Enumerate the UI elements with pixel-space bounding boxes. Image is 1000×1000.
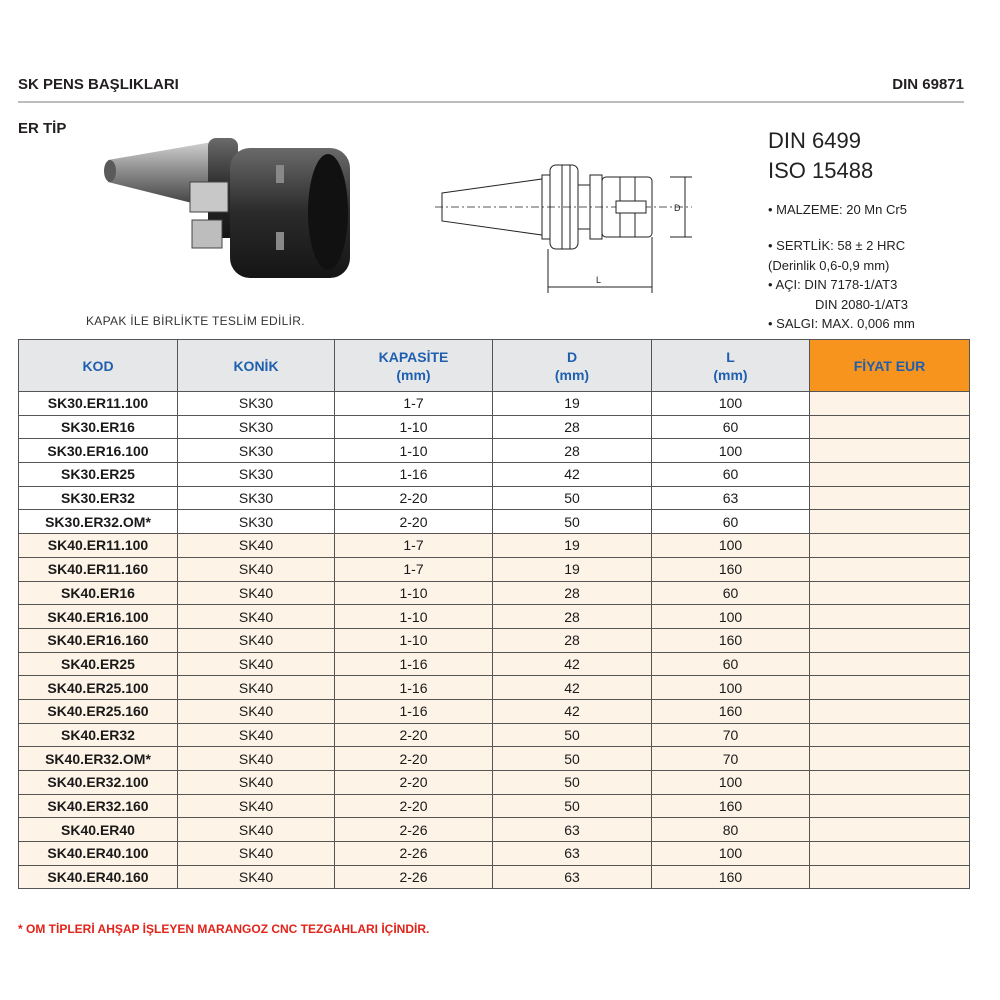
table-row xyxy=(19,794,970,818)
table-row xyxy=(19,723,970,747)
delivery-note: KAPAK İLE BİRLİKTE TESLİM EDİLİR. xyxy=(86,314,305,328)
dimension-l-label: L xyxy=(596,275,602,285)
spec-material: • MALZEME: 20 Mn Cr5 xyxy=(768,202,907,217)
cell-kapasite: 2-26 xyxy=(335,842,493,866)
cell-kod: SK40.ER16.100 xyxy=(19,605,178,629)
cell-d: 28 xyxy=(493,415,652,439)
cell-kapasite: 1-10 xyxy=(335,581,493,605)
cell-fiyat[interactable] xyxy=(810,628,970,652)
cell-fiyat[interactable] xyxy=(810,652,970,676)
cell-fiyat[interactable] xyxy=(810,581,970,605)
cell-fiyat[interactable] xyxy=(810,534,970,558)
cell-kapasite: 1-7 xyxy=(335,557,493,581)
dimension-d-label: D xyxy=(674,203,681,213)
cell-l: 60 xyxy=(652,652,810,676)
cell-konik: SK30 xyxy=(178,463,335,487)
header-fiyat: FİYAT EUR xyxy=(810,340,970,392)
cell-fiyat[interactable] xyxy=(810,818,970,842)
cell-kapasite: 1-10 xyxy=(335,605,493,629)
spec-hardness: • SERTLİK: 58 ± 2 HRC xyxy=(768,238,906,253)
cell-kod: SK40.ER16.160 xyxy=(19,628,178,652)
cell-d: 19 xyxy=(493,392,652,416)
cell-fiyat[interactable] xyxy=(810,723,970,747)
cell-kod: SK30.ER16.100 xyxy=(19,439,178,463)
cell-l: 100 xyxy=(652,771,810,795)
spec-depth: (Derinlik 0,6-0,9 mm) xyxy=(768,258,890,273)
spec-angle: • AÇI: DIN 7178-1/AT3 xyxy=(768,277,898,292)
cell-d: 63 xyxy=(493,865,652,889)
table-row xyxy=(19,415,970,439)
cell-d: 19 xyxy=(493,534,652,558)
cell-konik: SK40 xyxy=(178,652,335,676)
table-row xyxy=(19,557,970,581)
cell-d: 50 xyxy=(493,771,652,795)
cell-kod: SK40.ER40.100 xyxy=(19,842,178,866)
table-header-row xyxy=(19,340,970,392)
cell-konik: SK40 xyxy=(178,534,335,558)
cell-l: 160 xyxy=(652,794,810,818)
cell-kod: SK40.ER16 xyxy=(19,581,178,605)
cell-kod: SK40.ER32 xyxy=(19,723,178,747)
table-row xyxy=(19,676,970,700)
cell-kod: SK30.ER32.OM* xyxy=(19,510,178,534)
cell-konik: SK40 xyxy=(178,818,335,842)
cell-konik: SK30 xyxy=(178,415,335,439)
cell-l: 100 xyxy=(652,676,810,700)
standard-iso: ISO 15488 xyxy=(768,158,874,183)
cell-kod: SK40.ER25 xyxy=(19,652,178,676)
cell-konik: SK40 xyxy=(178,676,335,700)
header-l: L (mm) xyxy=(652,340,810,392)
table-row xyxy=(19,392,970,416)
cell-konik: SK40 xyxy=(178,699,335,723)
cell-kapasite: 1-16 xyxy=(335,676,493,700)
cell-l: 100 xyxy=(652,842,810,866)
cell-l: 80 xyxy=(652,818,810,842)
cell-fiyat[interactable] xyxy=(810,463,970,487)
cell-kapasite: 2-20 xyxy=(335,771,493,795)
cell-l: 100 xyxy=(652,392,810,416)
table-row xyxy=(19,486,970,510)
product-photo xyxy=(100,120,350,290)
cell-fiyat[interactable] xyxy=(810,605,970,629)
cell-konik: SK40 xyxy=(178,794,335,818)
cell-kod: SK40.ER40.160 xyxy=(19,865,178,889)
cell-konik: SK40 xyxy=(178,747,335,771)
cell-d: 50 xyxy=(493,794,652,818)
cell-l: 60 xyxy=(652,463,810,487)
cell-kod: SK40.ER32.OM* xyxy=(19,747,178,771)
header-kod: KOD xyxy=(19,340,178,392)
table-row xyxy=(19,534,970,558)
cell-kapasite: 1-7 xyxy=(335,392,493,416)
cell-d: 42 xyxy=(493,463,652,487)
cell-l: 160 xyxy=(652,628,810,652)
cell-kod: SK40.ER40 xyxy=(19,818,178,842)
cell-d: 63 xyxy=(493,818,652,842)
section-subtitle: ER TİP xyxy=(18,120,67,137)
cell-konik: SK40 xyxy=(178,581,335,605)
cell-konik: SK40 xyxy=(178,605,335,629)
table-row xyxy=(19,842,970,866)
table-row xyxy=(19,771,970,795)
cell-l: 100 xyxy=(652,534,810,558)
cell-d: 28 xyxy=(493,439,652,463)
cell-kod: SK40.ER11.100 xyxy=(19,534,178,558)
table-row xyxy=(19,463,970,487)
cell-konik: SK40 xyxy=(178,723,335,747)
table-row xyxy=(19,628,970,652)
cell-kod: SK40.ER32.160 xyxy=(19,794,178,818)
cell-konik: SK30 xyxy=(178,486,335,510)
cell-d: 63 xyxy=(493,842,652,866)
header-d: D (mm) xyxy=(493,340,652,392)
cell-konik: SK40 xyxy=(178,557,335,581)
cell-fiyat[interactable] xyxy=(810,794,970,818)
cell-fiyat[interactable] xyxy=(810,486,970,510)
table-row xyxy=(19,865,970,889)
cell-d: 50 xyxy=(493,723,652,747)
cell-konik: SK30 xyxy=(178,392,335,416)
cell-fiyat[interactable] xyxy=(810,771,970,795)
footnote: * OM TİPLERİ AHŞAP İŞLEYEN MARANGOZ CNC TEZGAHLARI İÇİNDİR. xyxy=(18,922,430,936)
table-row xyxy=(19,652,970,676)
cell-l: 60 xyxy=(652,415,810,439)
cell-kod: SK40.ER25.100 xyxy=(19,676,178,700)
cell-kapasite: 2-20 xyxy=(335,747,493,771)
cell-kapasite: 2-20 xyxy=(335,486,493,510)
cell-fiyat[interactable] xyxy=(810,842,970,866)
cell-fiyat[interactable] xyxy=(810,747,970,771)
cell-kapasite: 2-26 xyxy=(335,865,493,889)
cell-l: 160 xyxy=(652,557,810,581)
technical-drawing xyxy=(430,155,695,300)
cell-d: 50 xyxy=(493,510,652,534)
cell-kod: SK30.ER25 xyxy=(19,463,178,487)
page-title: SK PENS BAŞLIKLARI xyxy=(18,76,179,93)
cell-l: 70 xyxy=(652,747,810,771)
table-row xyxy=(19,439,970,463)
cell-l: 70 xyxy=(652,723,810,747)
cell-fiyat[interactable] xyxy=(810,392,970,416)
table-row xyxy=(19,699,970,723)
standard-code: DIN 69871 xyxy=(892,76,964,93)
cell-konik: SK30 xyxy=(178,439,335,463)
cell-kod: SK30.ER32 xyxy=(19,486,178,510)
table-row xyxy=(19,581,970,605)
table-row xyxy=(19,605,970,629)
cell-konik: SK40 xyxy=(178,842,335,866)
table-row xyxy=(19,818,970,842)
cell-d: 28 xyxy=(493,581,652,605)
cell-fiyat[interactable] xyxy=(810,415,970,439)
cell-d: 42 xyxy=(493,676,652,700)
cell-d: 50 xyxy=(493,747,652,771)
cell-l: 100 xyxy=(652,439,810,463)
cell-kapasite: 2-20 xyxy=(335,794,493,818)
cell-kapasite: 1-16 xyxy=(335,463,493,487)
cell-kapasite: 1-10 xyxy=(335,628,493,652)
cell-konik: SK30 xyxy=(178,510,335,534)
header-konik: KONİK xyxy=(178,340,335,392)
standard-din: DIN 6499 xyxy=(768,128,861,153)
cell-fiyat[interactable] xyxy=(810,865,970,889)
cell-l: 60 xyxy=(652,510,810,534)
cell-d: 42 xyxy=(493,699,652,723)
cell-l: 60 xyxy=(652,581,810,605)
spec-angle-2: DIN 2080-1/AT3 xyxy=(815,297,908,312)
cell-l: 63 xyxy=(652,486,810,510)
cell-kod: SK40.ER11.160 xyxy=(19,557,178,581)
cell-kapasite: 2-20 xyxy=(335,510,493,534)
cell-kod: SK30.ER11.100 xyxy=(19,392,178,416)
cell-kapasite: 1-10 xyxy=(335,415,493,439)
cell-d: 28 xyxy=(493,628,652,652)
cell-l: 160 xyxy=(652,865,810,889)
cell-kod: SK30.ER16 xyxy=(19,415,178,439)
cell-kod: SK40.ER32.100 xyxy=(19,771,178,795)
cell-konik: SK40 xyxy=(178,771,335,795)
cell-kapasite: 1-7 xyxy=(335,534,493,558)
cell-kod: SK40.ER25.160 xyxy=(19,699,178,723)
cell-fiyat[interactable] xyxy=(810,439,970,463)
cell-kapasite: 1-16 xyxy=(335,699,493,723)
header-kapasite: KAPASİTE (mm) xyxy=(335,340,493,392)
cell-fiyat[interactable] xyxy=(810,699,970,723)
cell-konik: SK40 xyxy=(178,865,335,889)
cell-kapasite: 2-20 xyxy=(335,723,493,747)
header-divider xyxy=(18,101,964,103)
cell-kapasite: 1-10 xyxy=(335,439,493,463)
product-table xyxy=(18,339,970,889)
cell-d: 28 xyxy=(493,605,652,629)
cell-l: 160 xyxy=(652,699,810,723)
cell-d: 50 xyxy=(493,486,652,510)
cell-fiyat[interactable] xyxy=(810,557,970,581)
cell-d: 19 xyxy=(493,557,652,581)
cell-kapasite: 2-26 xyxy=(335,818,493,842)
cell-fiyat[interactable] xyxy=(810,510,970,534)
cell-fiyat[interactable] xyxy=(810,676,970,700)
cell-l: 100 xyxy=(652,605,810,629)
table-row xyxy=(19,747,970,771)
table-row xyxy=(19,510,970,534)
spec-runout: • SALGI: MAX. 0,006 mm xyxy=(768,316,915,331)
cell-kapasite: 1-16 xyxy=(335,652,493,676)
cell-d: 42 xyxy=(493,652,652,676)
cell-konik: SK40 xyxy=(178,628,335,652)
